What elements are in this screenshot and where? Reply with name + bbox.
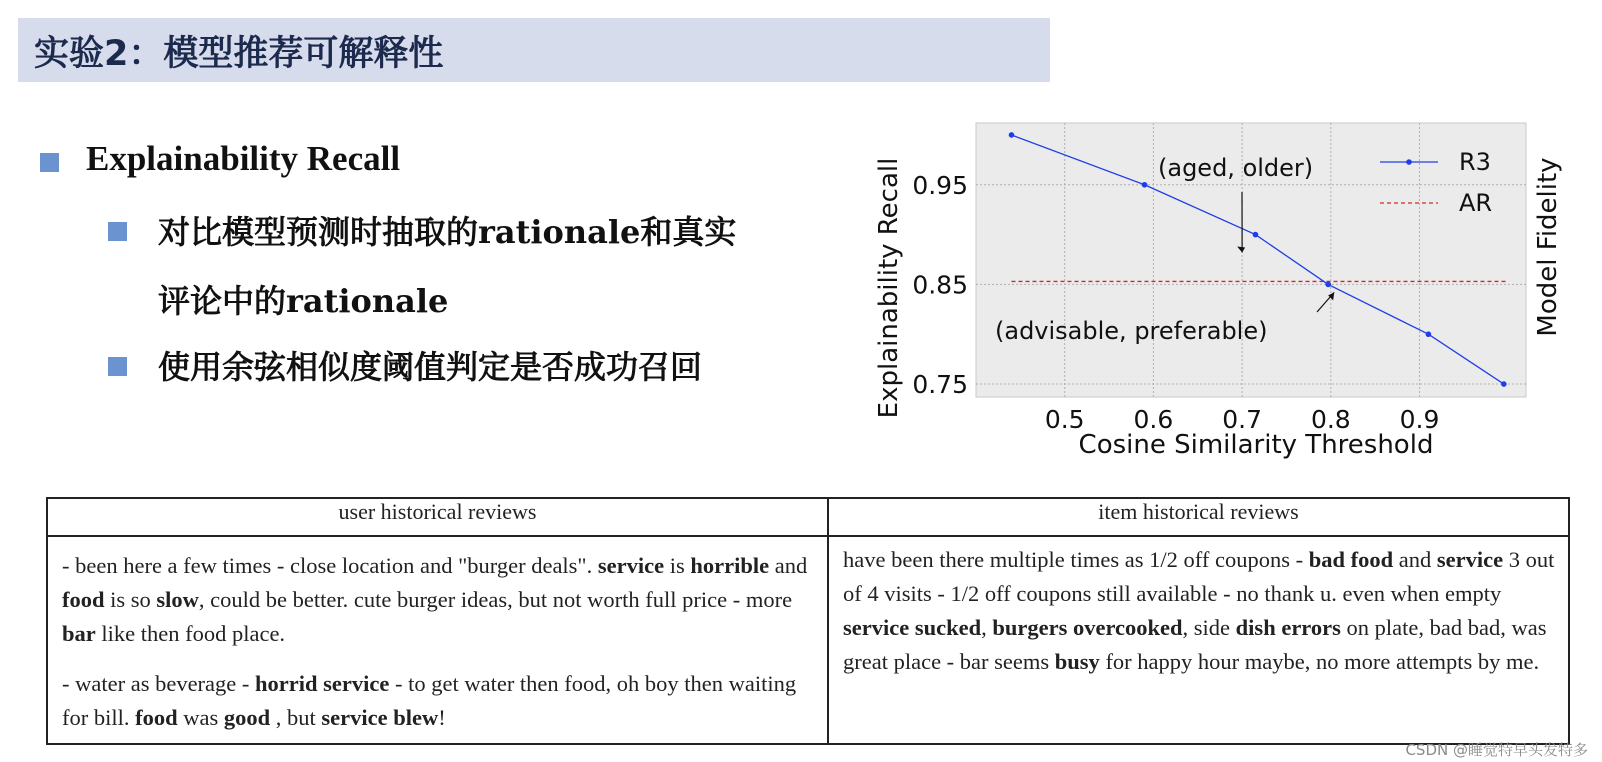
review-keyword: service sucked bbox=[843, 615, 982, 640]
review-text: is so bbox=[104, 587, 157, 612]
review-keyword: dish errors bbox=[1235, 615, 1341, 640]
x-tick-label: 0.9 bbox=[1399, 405, 1440, 434]
review-text: , but bbox=[270, 705, 322, 730]
review-keyword: slow bbox=[156, 587, 199, 612]
review-text: - been here a few times - close location and "burger deals". bbox=[62, 553, 598, 578]
bullet-sub1-line2: 评论中的rationale bbox=[158, 282, 449, 320]
r3-data-point bbox=[1501, 381, 1507, 387]
item-reviews-header: item historical reviews bbox=[828, 498, 1569, 536]
y-tick-label: 0.75 bbox=[912, 370, 968, 400]
legend-r3-marker bbox=[1406, 159, 1412, 165]
bullet-square-icon bbox=[40, 153, 59, 172]
review-text: , could be better. cute burger ideas, but not worth full price - more bbox=[198, 587, 793, 612]
slide-title: 实验2：模型推荐可解释性 bbox=[34, 34, 444, 74]
review-text: ! bbox=[438, 705, 446, 730]
review-text: was bbox=[177, 705, 224, 730]
reviews-table bbox=[46, 497, 1570, 745]
review-text: and bbox=[1393, 547, 1437, 572]
bullet-sub2-text: 使用余弦相似度阈值判定是否成功召回 bbox=[158, 348, 703, 386]
x-tick-label: 0.7 bbox=[1222, 405, 1263, 434]
r3-data-point bbox=[1009, 132, 1015, 138]
x-tick-label: 0.8 bbox=[1310, 405, 1351, 434]
review-paragraph bbox=[62, 549, 815, 651]
x-tick-label: 0.6 bbox=[1133, 405, 1174, 434]
title-bar bbox=[18, 18, 1050, 82]
review-keyword: food bbox=[62, 587, 105, 612]
review-keyword: burgers overcooked bbox=[992, 615, 1183, 640]
review-keyword: service blew bbox=[321, 705, 439, 730]
review-text: and bbox=[769, 553, 808, 578]
review-keyword: horrid service bbox=[255, 671, 390, 696]
r3-data-point bbox=[1325, 282, 1331, 288]
y-axis-label: Explainability Recall bbox=[874, 157, 904, 419]
y-tick-label: 0.85 bbox=[912, 270, 968, 300]
r3-data-point bbox=[1253, 232, 1259, 238]
annotation-label: (aged, older) bbox=[1158, 154, 1314, 182]
review-keyword: bar bbox=[62, 621, 96, 646]
watermark: CSDN @睡觉特早头发特多 bbox=[1405, 741, 1588, 759]
review-paragraph bbox=[62, 667, 815, 735]
annotation-label: (advisable, preferable) bbox=[995, 317, 1268, 345]
explainability-recall-chart bbox=[870, 112, 1570, 464]
review-text: have been there multiple times as 1/2 off coupons - bbox=[843, 547, 1309, 572]
review-text: is bbox=[664, 553, 691, 578]
review-text: , side bbox=[1182, 615, 1236, 640]
review-text: - to get water then food, oh boy then waiting for bill. bbox=[62, 671, 797, 730]
bullet-square-icon bbox=[108, 357, 127, 376]
review-text: , bbox=[981, 615, 993, 640]
review-keyword: busy bbox=[1054, 649, 1100, 674]
review-keyword: service bbox=[597, 553, 665, 578]
bullet-square-icon bbox=[108, 222, 127, 241]
y-tick-label: 0.95 bbox=[912, 170, 968, 200]
legend-ar-label: AR bbox=[1459, 189, 1493, 217]
review-text: on plate, bad bad, was great place - bar seems bbox=[843, 615, 1547, 674]
review-text: for happy hour maybe, no more attempts by me. bbox=[1099, 649, 1540, 674]
user-reviews-cell bbox=[47, 536, 828, 744]
review-paragraph bbox=[843, 543, 1556, 679]
r3-data-point bbox=[1426, 331, 1432, 337]
review-text: - water as beverage - bbox=[62, 671, 256, 696]
r3-data-point bbox=[1142, 182, 1148, 188]
review-text: like then food place. bbox=[95, 621, 286, 646]
bullet-sub1-line1: 对比模型预测时抽取的rationale和真实 bbox=[158, 213, 737, 251]
legend-r3-label: R3 bbox=[1459, 148, 1491, 176]
table-header-row bbox=[47, 498, 1569, 536]
x-axis-label: Cosine Similarity Threshold bbox=[1078, 430, 1434, 460]
bullet-main-text: Explainability Recall bbox=[86, 139, 401, 178]
review-keyword: service bbox=[1436, 547, 1504, 572]
review-text: 3 out of 4 visits - 1/2 off coupons still available - no thank u. even when empty bbox=[843, 547, 1555, 606]
review-keyword: food bbox=[135, 705, 178, 730]
user-reviews-header: user historical reviews bbox=[47, 498, 828, 536]
y-axis-right-label: Model Fidelity bbox=[1533, 157, 1563, 337]
review-keyword: horrible bbox=[690, 553, 770, 578]
review-keyword: good bbox=[223, 705, 271, 730]
item-reviews-cell bbox=[828, 536, 1569, 744]
review-keyword: bad food bbox=[1308, 547, 1394, 572]
x-tick-label: 0.5 bbox=[1044, 405, 1085, 434]
table-row bbox=[47, 536, 1569, 744]
